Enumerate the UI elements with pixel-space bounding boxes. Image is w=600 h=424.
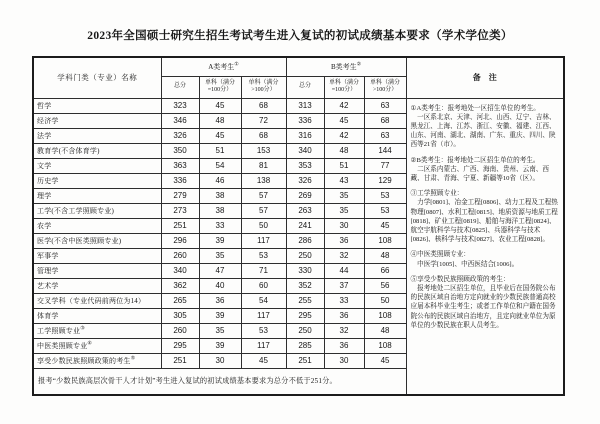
- score-cell: 42: [324, 98, 364, 113]
- score-cell: 45: [241, 353, 286, 368]
- score-cell: 60: [241, 278, 286, 293]
- score-cell: 255: [286, 293, 324, 308]
- score-cell: 36: [199, 293, 241, 308]
- subject-cell: 文学: [33, 158, 161, 173]
- score-cell: 53: [241, 323, 286, 338]
- col-header-b-single-over100: 单科（满分>100分）: [364, 76, 406, 98]
- score-cell: 353: [286, 158, 324, 173]
- subject-cell: 艺术学: [33, 278, 161, 293]
- score-cell: 38: [199, 188, 241, 203]
- score-cell: 56: [364, 278, 406, 293]
- score-cell: 47: [199, 263, 241, 278]
- subject-cell: 哲学: [33, 98, 161, 113]
- score-cell: 66: [364, 263, 406, 278]
- score-cell: 50: [241, 218, 286, 233]
- score-cell: 138: [241, 173, 286, 188]
- footnote-marker-2: ②: [356, 62, 362, 68]
- score-cell: 43: [324, 173, 364, 188]
- score-cell: 305: [161, 308, 199, 323]
- score-cell: 263: [286, 203, 324, 218]
- score-cell: 36: [324, 338, 364, 353]
- score-cell: 32: [324, 323, 364, 338]
- footnote-marker-1: ①: [234, 62, 239, 68]
- score-cell: 33: [199, 218, 241, 233]
- score-cell: 54: [199, 158, 241, 173]
- score-cell: 40: [199, 278, 241, 293]
- score-cell: 352: [286, 278, 324, 293]
- score-cell: 251: [161, 353, 199, 368]
- score-cell: 77: [364, 158, 406, 173]
- remark-line: 二区系内蒙古、广西、海南、贵州、云南、西藏、甘肃、青海、宁夏、新疆等10省（区）。: [410, 165, 549, 182]
- score-cell: 68: [364, 113, 406, 128]
- score-cell: 117: [241, 308, 286, 323]
- score-cell: 57: [241, 203, 286, 218]
- group-b-label: B类考生: [330, 62, 357, 71]
- score-cell: 63: [364, 128, 406, 143]
- score-cell: 117: [241, 338, 286, 353]
- score-cell: 51: [324, 158, 364, 173]
- subject-cell: 经济学: [33, 113, 161, 128]
- remark-line: ②B类考生：报考地处二区招生单位的考生。: [410, 156, 540, 164]
- score-cell: 340: [286, 143, 324, 158]
- col-header-a-single-over100: 单科（满分>100分）: [241, 76, 286, 98]
- score-cell: 32: [324, 248, 364, 263]
- score-cell: 330: [286, 263, 324, 278]
- score-cell: 35: [324, 203, 364, 218]
- page-title: 2023年全国硕士研究生招生考试考生进入复试的初试成绩基本要求（学术学位类）: [87, 30, 513, 42]
- score-cell: 38: [199, 203, 241, 218]
- col-header-a-single100: 单科（满分=100分）: [199, 76, 241, 98]
- score-cell: 48: [364, 323, 406, 338]
- col-header-b-total: 总分: [286, 76, 324, 98]
- col-header-a-total: 总分: [161, 76, 199, 98]
- score-cell: 51: [199, 143, 241, 158]
- col-header-remark: 备注: [406, 57, 564, 98]
- score-cell: 336: [286, 113, 324, 128]
- score-cell: 265: [161, 293, 199, 308]
- col-header-group-b: [286, 57, 406, 76]
- score-cell: 295: [286, 308, 324, 323]
- subject-cell: 军事学: [33, 248, 161, 263]
- score-cell: 108: [364, 338, 406, 353]
- subject-cell: 农学: [33, 218, 161, 233]
- score-cell: 46: [199, 173, 241, 188]
- remark-line: 报考地处二区招生单位，且毕业后在国务院公布的民族区域自治地方定向就业的少数民族普通高校应届本科毕业生考生；或者工作单位和户籍在国务院公布的民族区域自治地方，且定向就业单位为原单位的少数民族在职人员考生。: [410, 284, 556, 329]
- group-a-label: A类考生: [208, 62, 235, 71]
- score-cell: 44: [324, 263, 364, 278]
- score-cell: 250: [286, 323, 324, 338]
- score-cell: 63: [364, 98, 406, 113]
- score-cell: 57: [241, 188, 286, 203]
- score-cell: 68: [241, 128, 286, 143]
- score-cell: 45: [324, 113, 364, 128]
- score-cell: 108: [364, 308, 406, 323]
- score-cell: 316: [286, 128, 324, 143]
- score-cell: 144: [364, 143, 406, 158]
- subject-cell: 交叉学科（专业代码前两位为14）: [33, 293, 161, 308]
- score-cell: 313: [286, 98, 324, 113]
- score-cell: 53: [241, 248, 286, 263]
- score-cell: 295: [161, 338, 199, 353]
- table-footnote: 报考“少数民族高层次骨干人才计划”考生进入复试的初试成绩基本要求为总分不低于251分。: [33, 368, 406, 395]
- remark-line: 一区系北京、天津、河北、山西、辽宁、吉林、黑龙江、上海、江苏、浙江、安徽、福建、江西、山东、河南、湖北、湖南、广东、重庆、四川、陕西等21省（市）。: [410, 113, 556, 149]
- subject-cell: 中医类照顾专业④: [33, 338, 161, 353]
- score-cell: 285: [286, 338, 324, 353]
- score-cell: 30: [324, 218, 364, 233]
- score-cell: 108: [364, 233, 406, 248]
- score-cell: 363: [161, 158, 199, 173]
- score-cell: 346: [161, 113, 199, 128]
- score-cell: 50: [364, 293, 406, 308]
- table-row: [33, 98, 564, 113]
- score-cell: 323: [161, 98, 199, 113]
- subject-cell: 管理学: [33, 263, 161, 278]
- score-cell: 36: [324, 308, 364, 323]
- score-cell: 45: [199, 128, 241, 143]
- score-cell: 260: [161, 323, 199, 338]
- score-cell: 45: [364, 353, 406, 368]
- remark-line: ③工学照顾专业：: [410, 190, 464, 198]
- remark-block: [411, 156, 560, 184]
- score-cell: 129: [364, 173, 406, 188]
- score-cell: 36: [324, 233, 364, 248]
- score-cell: 340: [161, 263, 199, 278]
- score-cell: 72: [241, 113, 286, 128]
- score-cell: 48: [199, 113, 241, 128]
- score-cell: 39: [199, 233, 241, 248]
- score-cell: 42: [324, 128, 364, 143]
- subject-cell: 法学: [33, 128, 161, 143]
- score-cell: 30: [324, 353, 364, 368]
- score-cell: 269: [286, 188, 324, 203]
- remarks-cell: [406, 98, 564, 395]
- score-cell: 251: [161, 218, 199, 233]
- score-cell: 39: [199, 338, 241, 353]
- score-cell: 286: [286, 233, 324, 248]
- score-cell: 153: [241, 143, 286, 158]
- score-cell: 350: [161, 143, 199, 158]
- score-cell: 37: [324, 278, 364, 293]
- score-cell: 279: [161, 188, 199, 203]
- remark-line: 力学[0801]、冶金工程[0806]、动力工程及工程热物理[0807]、水利工程[0815]、地质资源与地质工程[0818]、矿业工程[0819]、船舶与海洋工程[0824]、航空宇航科学与技术[0825]、兵器科学与技术[0826]、核科学与技术[0827]、农业工程[0828]。: [410, 199, 558, 244]
- score-cell: 326: [161, 128, 199, 143]
- score-table-body: [33, 98, 564, 395]
- score-cell: 48: [364, 248, 406, 263]
- score-cell: 35: [199, 248, 241, 263]
- subject-cell: 教育学(不含体育学): [33, 143, 161, 158]
- col-header-subject: 学科门类（专业）名称: [33, 57, 161, 98]
- subject-cell: 工学(不含工学照顾专业): [33, 203, 161, 218]
- score-cell: 296: [161, 233, 199, 248]
- score-cell: 54: [241, 293, 286, 308]
- score-cell: 241: [286, 218, 324, 233]
- score-cell: 71: [241, 263, 286, 278]
- footnote-marker: ③: [80, 326, 85, 332]
- subject-cell: 体育学: [33, 308, 161, 323]
- subject-cell: 理学: [33, 188, 161, 203]
- score-cell: 251: [286, 353, 324, 368]
- subject-cell: 历史学: [33, 173, 161, 188]
- score-cell: 45: [364, 218, 406, 233]
- score-cell: 45: [199, 98, 241, 113]
- col-header-group-a: [161, 57, 286, 76]
- score-cell: 48: [324, 143, 364, 158]
- score-cell: 117: [241, 233, 286, 248]
- score-cell: 68: [241, 98, 286, 113]
- score-cell: 260: [161, 248, 199, 263]
- remark-block: [411, 189, 560, 244]
- score-cell: 35: [199, 323, 241, 338]
- score-cell: 39: [199, 308, 241, 323]
- score-table: [32, 56, 565, 396]
- score-cell: 362: [161, 278, 199, 293]
- remark-line: ④中医类照顾专业：: [410, 251, 470, 259]
- remark-block: [411, 250, 560, 268]
- subject-cell: 医学(不含中医类照顾专业): [33, 233, 161, 248]
- score-cell: 35: [324, 188, 364, 203]
- subject-cell: 享受少数民族照顾政策的考生⑤: [33, 353, 161, 368]
- subject-cell: 工学照顾专业③: [33, 323, 161, 338]
- score-cell: 250: [286, 248, 324, 263]
- col-header-b-single100: 单科（满分=100分）: [324, 76, 364, 98]
- score-cell: 326: [286, 173, 324, 188]
- score-cell: 336: [161, 173, 199, 188]
- score-cell: 81: [241, 158, 286, 173]
- score-cell: 30: [199, 353, 241, 368]
- score-cell: 53: [364, 188, 406, 203]
- score-cell: 33: [324, 293, 364, 308]
- footnote-marker: ④: [87, 341, 93, 347]
- remark-line: 中医学[1005]、中西医结合[1006]。: [417, 260, 519, 268]
- score-cell: 273: [161, 203, 199, 218]
- remark-block: [411, 275, 560, 330]
- score-cell: 53: [364, 203, 406, 218]
- remark-line: ①A类考生：报考地处一区招生单位的考生。: [410, 104, 540, 112]
- remark-block: [411, 104, 560, 150]
- footnote-marker: ⑤: [130, 356, 136, 362]
- remark-line: ⑤享受少数民族照顾政策的考生：: [410, 275, 510, 283]
